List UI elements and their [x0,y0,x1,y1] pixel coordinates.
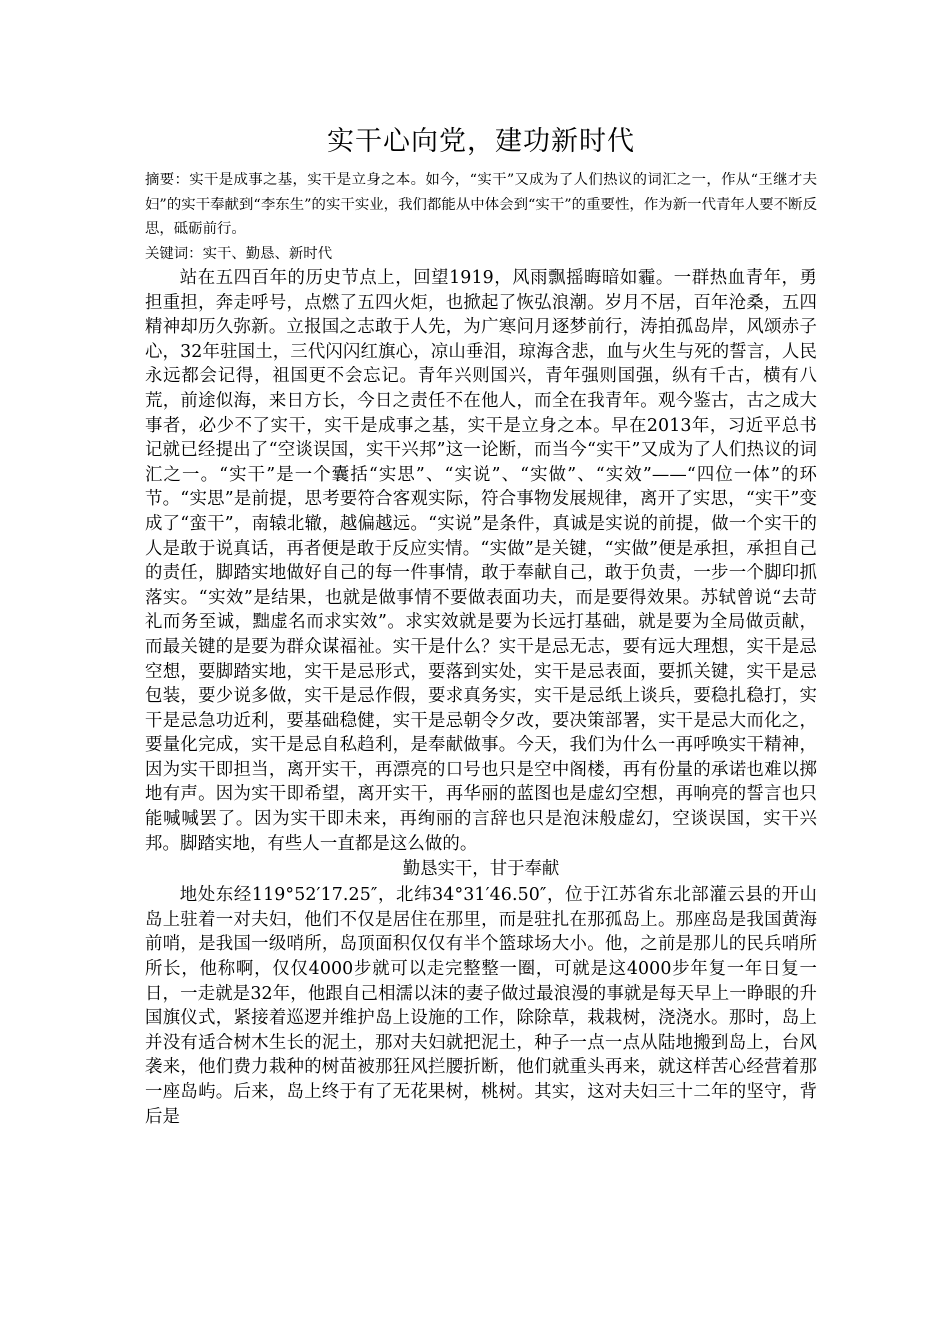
document-title: 实干心向党，建功新时代 [327,126,635,157]
section-heading: 勤恳实干，甘于奉献 [402,859,560,880]
paragraph-intro: 站在五四百年的历史节点上，回望1919，风雨飘摇晦暗如霾。一群热血青年，勇担重担，奔走呼号，点燃了五四火炬，也掀起了恢弘浪潮。岁月不居，百年沧桑，五四精神却历久弥新。立报国之志敢于人先，为广寒问月逐梦前行，涛拍孤岛岸，风颂赤子心，32年驻国土，三代闪闪红旗心，凉山垂泪，琼海含悲，血与火生与死的誓言，人民永远都会记得，祖国更不会忘记。青年兴则国兴，青年强则国强，纵有千古，横有八荒，前途似海，来日方长，今日之责任不在他人，而全在我青年。观今鉴古，古之成大事者，必少不了实干，实干是成事之基，实干是立身之本。早在2013年，习近平总书记就已经提出了“空谈误国，实干兴邦”这一论断，而当今“实干”又成为了人们热议的词汇之一。“实干”是一个囊括“实思”、“实说”、“实做”、“实效”——“四位一体”的环节。“实思”是前提，思考要符合客观实际，符合事物发展规律，离开了实思，“实干”变成了“蛮干”，南辕北辙，越偏越远。“实说”是条件，真诚是实说的前提，做一个实干的人是敢于说真话，再者便是敢于反应实情。“实做”是关键，“实做”便是承担，承担自己的责任，脚踏实地做好自己的每一件事情，敢于奉献自己，敢于负责，一步一个脚印抓落实。“实效”是结果，也就是做事情不要做表面功夫，而是要得效果。苏轼曾说“去苛礼而务至诚，黜虚名而求实效”。求实效就是要为长远打基础，就是要为全局做贡献，而最关键的是要为群众谋福祉。实干是什么？实干是忌无志，要有远大理想，实干是忌空想，要脚踏实地，实干是忌形式，要落到实处，实干是忌表面，要抓关键，实干是忌包装，要少说多做，实干是忌作假，要求真务实，实干是忌纸上谈兵，要稳扎稳打，实干是忌急功近利，要基础稳健，实干是忌朝令夕改，要决策部署，实干是忌大而化之，要量化完成，实干是忌自私趋利，是奉献做事。今天，我们为什么一再呼唤实干精神，因为实干即担当，离开实干，再漂亮的口号也只是空中阁楼，再有份量的承诺也难以掷地有声。因为实干即希望，离开实干，再华丽的蓝图也是虚幻空想，再响亮的誓言也只能喊喊罢了。因为实干即未来，再绚丽的言辞也只是泡沫般虚幻，空谈误国，实干兴邦。脚踏实地，有些人一直都是这么做的。 [145,268,817,854]
keywords: 关键词：实干、勤恳、新时代 [145,245,333,262]
paragraph-section: 地处东经119°52′17.25″，北纬34°31′46.50″，位于江苏省东北部灌云县的开山岛上驻着一对夫妇，他们不仅是居住在那里，而是驻扎在那孤岛上。那座岛是我国黄海前哨，是我国一级哨所，岛顶面积仅仅有半个篮球场大小。他，之前是那儿的民兵哨所所长，他称啊，仅仅4000步就可以走完整整一圈，可就是这4000步年复一年日复一日，一走就是32年，他跟自己相濡以沫的妻子做过最浪漫的事就是每天早上一睁眼的升国旗仪式，紧接着巡逻并维护岛上设施的工作，除除草，栽栽树，浇浇水。那时，岛上并没有适合树木生长的泥土，那对夫妇就把泥土，种子一点一点从陆地搬到岛上，台风袭来，他们费力栽种的树苗被那狂风拦腰折断，他们就重头再来，就这样苦心经营着那一座岛屿。后来，岛上终于有了无花果树，桃树。其实，这对夫妇三十二年的坚守，背后是 [145,885,817,1127]
document-body [145,122,817,1129]
abstract: 摘要：实干是成事之基，实干是立身之本。如今，“实干”又成为了人们热议的词汇之一，作从“王继才夫妇”的实干奉献到“李东生”的实干实业，我们都能从中体会到“实干”的重要性，作为新一代青年人要不断反思，砥砺前行。 [145,172,817,237]
